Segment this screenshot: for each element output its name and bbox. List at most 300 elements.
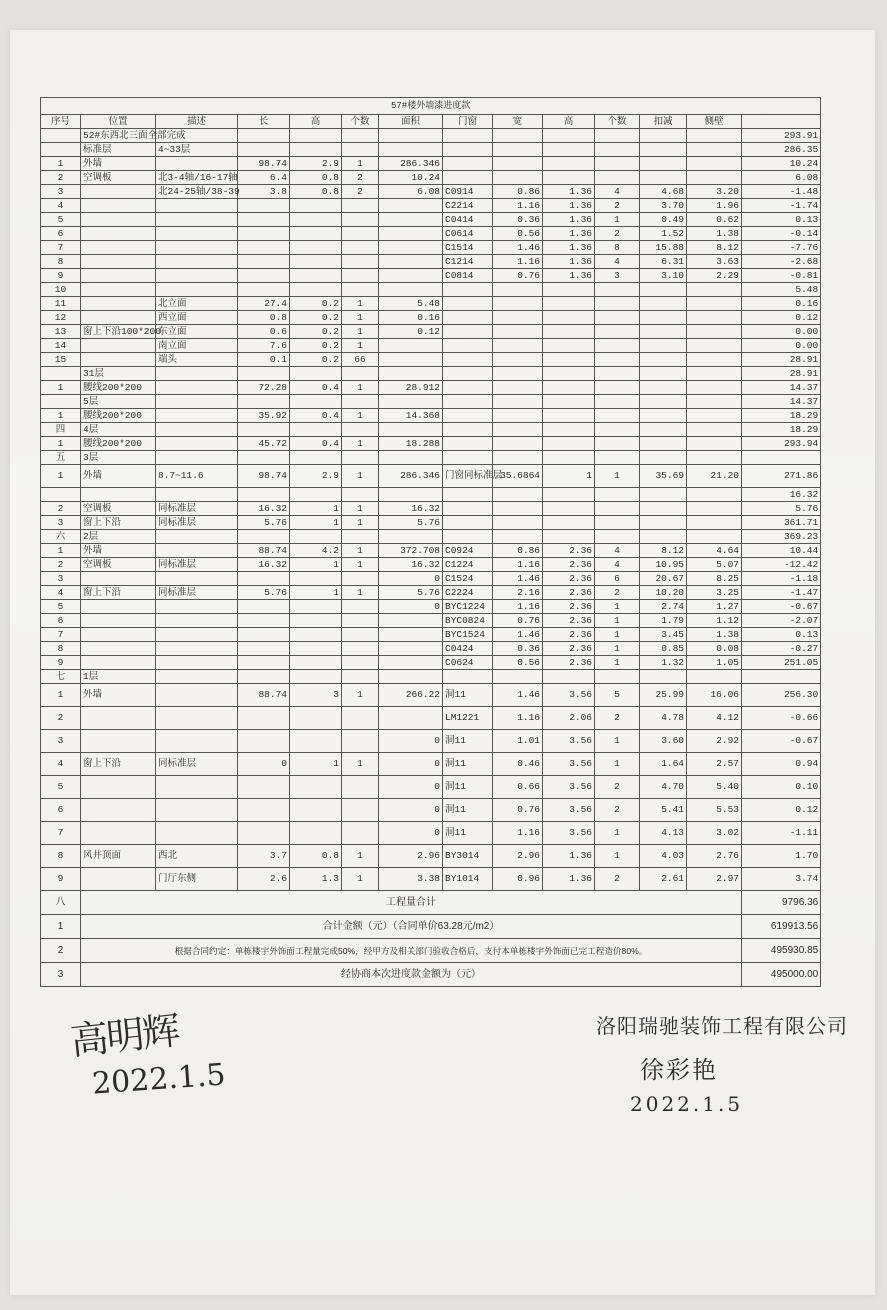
cell-side-wall xyxy=(687,488,742,502)
cell-win-height xyxy=(543,171,595,185)
cell-win-count: 1 xyxy=(595,822,640,845)
header-result xyxy=(742,115,821,129)
cell-win-height: 1 xyxy=(543,465,595,488)
table-row xyxy=(41,269,821,283)
cell-result: 0.10 xyxy=(742,776,821,799)
cell-seq: 六 xyxy=(41,530,81,544)
cell-area: 16.32 xyxy=(379,502,443,516)
cell-side-wall xyxy=(687,353,742,367)
cell-side-wall: 4.12 xyxy=(687,707,742,730)
table-row xyxy=(41,409,821,423)
cell-win-height: 1.36 xyxy=(543,868,595,891)
cell-win-count: 6 xyxy=(595,572,640,586)
cell-window: C0424 xyxy=(443,642,493,656)
cell-win-height: 3.56 xyxy=(543,730,595,753)
cell-width: 0.36 xyxy=(493,213,543,227)
cell-desc xyxy=(156,241,238,255)
cell-window: 门窗同标准层 xyxy=(443,465,493,488)
table-row xyxy=(41,822,821,845)
table-row xyxy=(41,381,821,395)
cell-height: 0.4 xyxy=(290,381,342,395)
cell-seq: 8 xyxy=(41,255,81,269)
cell-height xyxy=(290,241,342,255)
cell-deduct xyxy=(640,367,687,381)
cell-location: 空调板 xyxy=(81,558,156,572)
cell-length xyxy=(238,730,290,753)
cell-window: 洞11 xyxy=(443,822,493,845)
cell-height xyxy=(290,530,342,544)
cell-seq xyxy=(41,488,81,502)
cell-desc: 同标准层 xyxy=(156,753,238,776)
summary-label: 工程量合计 xyxy=(81,891,742,915)
cell-location xyxy=(81,185,156,199)
header-area: 面积 xyxy=(379,115,443,129)
cell-width: 1.46 xyxy=(493,628,543,642)
table-row xyxy=(41,614,821,628)
cell-side-wall xyxy=(687,325,742,339)
cell-win-height xyxy=(543,516,595,530)
cell-length: 16.32 xyxy=(238,558,290,572)
cell-area: 266.22 xyxy=(379,684,443,707)
cell-area: 5.48 xyxy=(379,297,443,311)
cell-length xyxy=(238,199,290,213)
cell-side-wall xyxy=(687,171,742,185)
cell-width xyxy=(493,423,543,437)
cell-window xyxy=(443,297,493,311)
cell-location xyxy=(81,614,156,628)
cell-height xyxy=(290,670,342,684)
cell-win-count xyxy=(595,353,640,367)
cell-length: 3.8 xyxy=(238,185,290,199)
cell-result: 251.05 xyxy=(742,656,821,670)
cell-location: 空调板 xyxy=(81,502,156,516)
cell-desc: 8.7~11.6 xyxy=(156,465,238,488)
cell-length xyxy=(238,530,290,544)
cell-length: 72.28 xyxy=(238,381,290,395)
cell-seq: 5 xyxy=(41,600,81,614)
cell-result: 271.86 xyxy=(742,465,821,488)
cell-desc xyxy=(156,614,238,628)
cell-result: -0.67 xyxy=(742,600,821,614)
cell-location xyxy=(81,642,156,656)
cell-width: 0.76 xyxy=(493,614,543,628)
cell-side-wall: 16.06 xyxy=(687,684,742,707)
cell-deduct: 4.68 xyxy=(640,185,687,199)
cell-deduct: 3.10 xyxy=(640,269,687,283)
cell-count: 1 xyxy=(342,516,379,530)
cell-deduct xyxy=(640,283,687,297)
cell-height: 1 xyxy=(290,516,342,530)
table-row xyxy=(41,799,821,822)
cell-result: 0.12 xyxy=(742,799,821,822)
cell-count xyxy=(342,730,379,753)
cell-length xyxy=(238,707,290,730)
cell-height: 0.2 xyxy=(290,339,342,353)
cell-window xyxy=(443,502,493,516)
cell-result: 16.32 xyxy=(742,488,821,502)
cell-win-height: 2.36 xyxy=(543,544,595,558)
cell-width: 2.96 xyxy=(493,845,543,868)
cell-win-count: 1 xyxy=(595,730,640,753)
cell-side-wall: 1.38 xyxy=(687,227,742,241)
cell-window: C2224 xyxy=(443,586,493,600)
cell-seq xyxy=(41,395,81,409)
cell-area xyxy=(379,707,443,730)
cell-count xyxy=(342,822,379,845)
cell-win-height: 3.56 xyxy=(543,799,595,822)
cell-window: 洞11 xyxy=(443,776,493,799)
cell-deduct xyxy=(640,530,687,544)
cell-result: -12.42 xyxy=(742,558,821,572)
cell-seq: 9 xyxy=(41,868,81,891)
table-row xyxy=(41,656,821,670)
cell-win-height xyxy=(543,367,595,381)
cell-desc: 同标准层 xyxy=(156,502,238,516)
cell-win-count: 1 xyxy=(595,600,640,614)
cell-result: 18.29 xyxy=(742,409,821,423)
header-win-height: 高 xyxy=(543,115,595,129)
cell-result: 1.70 xyxy=(742,845,821,868)
cell-count xyxy=(342,129,379,143)
cell-width: 0.86 xyxy=(493,544,543,558)
cell-window xyxy=(443,381,493,395)
cell-seq: 3 xyxy=(41,730,81,753)
cell-side-wall: 1.27 xyxy=(687,600,742,614)
cell-area xyxy=(379,255,443,269)
cell-deduct xyxy=(640,670,687,684)
cell-width: 35.6864 xyxy=(493,465,543,488)
cell-deduct xyxy=(640,143,687,157)
cell-count: 2 xyxy=(342,185,379,199)
cell-win-height: 1.36 xyxy=(543,213,595,227)
cell-area: 286.346 xyxy=(379,465,443,488)
cell-desc xyxy=(156,409,238,423)
cell-height xyxy=(290,799,342,822)
cell-height: 0.2 xyxy=(290,311,342,325)
cell-length: 0.8 xyxy=(238,311,290,325)
cell-seq: 7 xyxy=(41,822,81,845)
cell-result: -0.67 xyxy=(742,730,821,753)
cell-height: 0.8 xyxy=(290,171,342,185)
cell-seq: 4 xyxy=(41,753,81,776)
cell-win-count: 5 xyxy=(595,684,640,707)
cell-side-wall: 2.57 xyxy=(687,753,742,776)
cell-seq: 1 xyxy=(41,381,81,395)
cell-count: 1 xyxy=(342,868,379,891)
cell-seq: 1 xyxy=(41,409,81,423)
cell-side-wall: 1.38 xyxy=(687,628,742,642)
cell-desc xyxy=(156,423,238,437)
cell-area: 3.38 xyxy=(379,868,443,891)
cell-window xyxy=(443,339,493,353)
cell-win-count: 2 xyxy=(595,586,640,600)
cell-count xyxy=(342,656,379,670)
cell-result: 0.94 xyxy=(742,753,821,776)
cell-win-count xyxy=(595,157,640,171)
cell-count: 66 xyxy=(342,353,379,367)
header-location: 位置 xyxy=(81,115,156,129)
cell-side-wall xyxy=(687,502,742,516)
cell-win-count xyxy=(595,339,640,353)
cell-seq: 2 xyxy=(41,558,81,572)
cell-location: 腰线200*200 xyxy=(81,437,156,451)
cell-desc xyxy=(156,730,238,753)
cell-area xyxy=(379,227,443,241)
cell-win-count: 1 xyxy=(595,642,640,656)
cell-result xyxy=(742,451,821,465)
cell-side-wall: 1.12 xyxy=(687,614,742,628)
cell-height xyxy=(290,488,342,502)
cell-seq: 7 xyxy=(41,628,81,642)
cell-side-wall xyxy=(687,129,742,143)
cell-height: 1 xyxy=(290,558,342,572)
cell-window xyxy=(443,670,493,684)
table-row xyxy=(41,868,821,891)
cell-win-count xyxy=(595,381,640,395)
cell-win-height: 2.36 xyxy=(543,628,595,642)
cell-deduct xyxy=(640,311,687,325)
cell-side-wall xyxy=(687,530,742,544)
cell-result: 5.76 xyxy=(742,502,821,516)
cell-width: 0.36 xyxy=(493,642,543,656)
cell-desc xyxy=(156,283,238,297)
cell-height: 1 xyxy=(290,502,342,516)
cell-count: 1 xyxy=(342,381,379,395)
cell-desc: 门厅东侧 xyxy=(156,868,238,891)
cell-result: -2.07 xyxy=(742,614,821,628)
cell-length xyxy=(238,451,290,465)
cell-deduct: 1.52 xyxy=(640,227,687,241)
cell-width: 0.76 xyxy=(493,269,543,283)
cell-side-wall xyxy=(687,437,742,451)
cell-window: BYC1224 xyxy=(443,600,493,614)
cell-win-count: 8 xyxy=(595,241,640,255)
cell-win-height: 2.36 xyxy=(543,614,595,628)
cell-area xyxy=(379,143,443,157)
table-row xyxy=(41,730,821,753)
cell-location: 外墙 xyxy=(81,465,156,488)
cell-length xyxy=(238,799,290,822)
cell-win-count xyxy=(595,129,640,143)
table-row xyxy=(41,171,821,185)
cell-result: -0.66 xyxy=(742,707,821,730)
cell-height: 4.2 xyxy=(290,544,342,558)
cell-location: 外墙 xyxy=(81,157,156,171)
cell-seq: 1 xyxy=(41,544,81,558)
cell-count xyxy=(342,707,379,730)
cell-area: 0 xyxy=(379,822,443,845)
cell-win-count xyxy=(595,437,640,451)
cell-win-height xyxy=(543,325,595,339)
cell-win-height: 1.36 xyxy=(543,199,595,213)
table-row xyxy=(41,423,821,437)
cell-length: 0.6 xyxy=(238,325,290,339)
cell-desc xyxy=(156,670,238,684)
cell-width xyxy=(493,395,543,409)
summary-row xyxy=(41,963,821,987)
cell-seq: 15 xyxy=(41,353,81,367)
cell-desc xyxy=(156,799,238,822)
cell-win-count: 4 xyxy=(595,558,640,572)
cell-seq: 8 xyxy=(41,845,81,868)
cell-area: 0 xyxy=(379,572,443,586)
cell-width: 0.86 xyxy=(493,185,543,199)
cell-win-count xyxy=(595,516,640,530)
cell-win-count xyxy=(595,297,640,311)
cell-location: 窗上下沿 xyxy=(81,753,156,776)
cell-count: 1 xyxy=(342,544,379,558)
cell-side-wall xyxy=(687,395,742,409)
cell-width: 0.96 xyxy=(493,868,543,891)
header-width: 宽 xyxy=(493,115,543,129)
cell-deduct: 6.31 xyxy=(640,255,687,269)
cell-win-height: 2.36 xyxy=(543,642,595,656)
cell-area: 0 xyxy=(379,730,443,753)
cell-win-height: 1.36 xyxy=(543,227,595,241)
cell-win-count: 1 xyxy=(595,213,640,227)
cell-count: 1 xyxy=(342,845,379,868)
cell-length: 5.76 xyxy=(238,516,290,530)
cell-location: 窗上下沿100*200 xyxy=(81,325,156,339)
cell-desc xyxy=(156,822,238,845)
cell-length xyxy=(238,614,290,628)
cell-length xyxy=(238,642,290,656)
cell-count: 1 xyxy=(342,311,379,325)
cell-width xyxy=(493,409,543,423)
cell-desc xyxy=(156,656,238,670)
cell-area: 10.24 xyxy=(379,171,443,185)
cell-deduct: 1.64 xyxy=(640,753,687,776)
cell-window xyxy=(443,437,493,451)
table-row xyxy=(41,600,821,614)
cell-desc xyxy=(156,367,238,381)
table-row xyxy=(41,451,821,465)
cell-window: C1524 xyxy=(443,572,493,586)
cell-win-count xyxy=(595,502,640,516)
cell-win-count: 2 xyxy=(595,227,640,241)
signature-left-name: 高明辉 xyxy=(68,1008,181,1064)
cell-area xyxy=(379,213,443,227)
cell-location xyxy=(81,213,156,227)
table-row xyxy=(41,437,821,451)
table-row xyxy=(41,297,821,311)
cell-result: 10.24 xyxy=(742,157,821,171)
cell-result: 6.08 xyxy=(742,171,821,185)
cell-area: 0 xyxy=(379,600,443,614)
cell-count xyxy=(342,488,379,502)
cell-win-height xyxy=(543,339,595,353)
cell-length: 98.74 xyxy=(238,465,290,488)
cell-desc: 南立面 xyxy=(156,339,238,353)
cell-desc xyxy=(156,199,238,213)
cell-side-wall: 0.08 xyxy=(687,642,742,656)
cell-height xyxy=(290,227,342,241)
cell-width xyxy=(493,171,543,185)
table-row xyxy=(41,213,821,227)
cell-desc xyxy=(156,157,238,171)
cell-area xyxy=(379,530,443,544)
cell-win-height: 2.06 xyxy=(543,707,595,730)
header-seq: 序号 xyxy=(41,115,81,129)
cell-win-height: 2.36 xyxy=(543,600,595,614)
cell-deduct: 10.95 xyxy=(640,558,687,572)
cell-length xyxy=(238,227,290,241)
cell-result: 10.44 xyxy=(742,544,821,558)
cell-seq: 2 xyxy=(41,502,81,516)
cell-desc xyxy=(156,488,238,502)
cell-window: BYC1524 xyxy=(443,628,493,642)
cell-width: 1.01 xyxy=(493,730,543,753)
cell-win-height xyxy=(543,502,595,516)
cell-seq: 5 xyxy=(41,213,81,227)
cell-side-wall xyxy=(687,297,742,311)
cell-result: 293.91 xyxy=(742,129,821,143)
cell-win-count: 1 xyxy=(595,465,640,488)
cell-area xyxy=(379,269,443,283)
cell-count: 1 xyxy=(342,297,379,311)
cell-win-count: 1 xyxy=(595,845,640,868)
cell-desc: 东立面 xyxy=(156,325,238,339)
cell-deduct: 1.79 xyxy=(640,614,687,628)
cell-result: 361.71 xyxy=(742,516,821,530)
cell-deduct xyxy=(640,437,687,451)
cell-width xyxy=(493,502,543,516)
cell-area xyxy=(379,451,443,465)
summary-row xyxy=(41,915,821,939)
table-row xyxy=(41,395,821,409)
cell-area: 5.76 xyxy=(379,516,443,530)
cell-side-wall xyxy=(687,409,742,423)
cell-width xyxy=(493,367,543,381)
cell-win-count xyxy=(595,283,640,297)
cell-height: 0.2 xyxy=(290,325,342,339)
cell-height: 0.2 xyxy=(290,297,342,311)
cell-side-wall: 5.53 xyxy=(687,799,742,822)
cell-window: C0414 xyxy=(443,213,493,227)
cell-height xyxy=(290,213,342,227)
cell-window xyxy=(443,530,493,544)
cell-seq: 五 xyxy=(41,451,81,465)
cell-length xyxy=(238,822,290,845)
table-row xyxy=(41,776,821,799)
cell-width xyxy=(493,283,543,297)
cell-window xyxy=(443,143,493,157)
cell-length xyxy=(238,255,290,269)
cell-seq: 11 xyxy=(41,297,81,311)
cell-height xyxy=(290,255,342,269)
cell-area: 16.32 xyxy=(379,558,443,572)
cell-width xyxy=(493,353,543,367)
cell-area: 372.708 xyxy=(379,544,443,558)
cell-width xyxy=(493,670,543,684)
summary-no: 2 xyxy=(41,939,81,963)
cell-width xyxy=(493,129,543,143)
cell-length xyxy=(238,395,290,409)
cell-side-wall: 8.12 xyxy=(687,241,742,255)
cell-win-height: 1.36 xyxy=(543,185,595,199)
cell-window xyxy=(443,311,493,325)
cell-window xyxy=(443,488,493,502)
cell-win-height: 1.36 xyxy=(543,845,595,868)
cell-width: 2.16 xyxy=(493,586,543,600)
cell-length: 3.7 xyxy=(238,845,290,868)
cell-window: C0614 xyxy=(443,227,493,241)
cell-location: 外墙 xyxy=(81,684,156,707)
cell-count xyxy=(342,572,379,586)
cell-width xyxy=(493,157,543,171)
cell-height xyxy=(290,656,342,670)
cell-window: 洞11 xyxy=(443,799,493,822)
